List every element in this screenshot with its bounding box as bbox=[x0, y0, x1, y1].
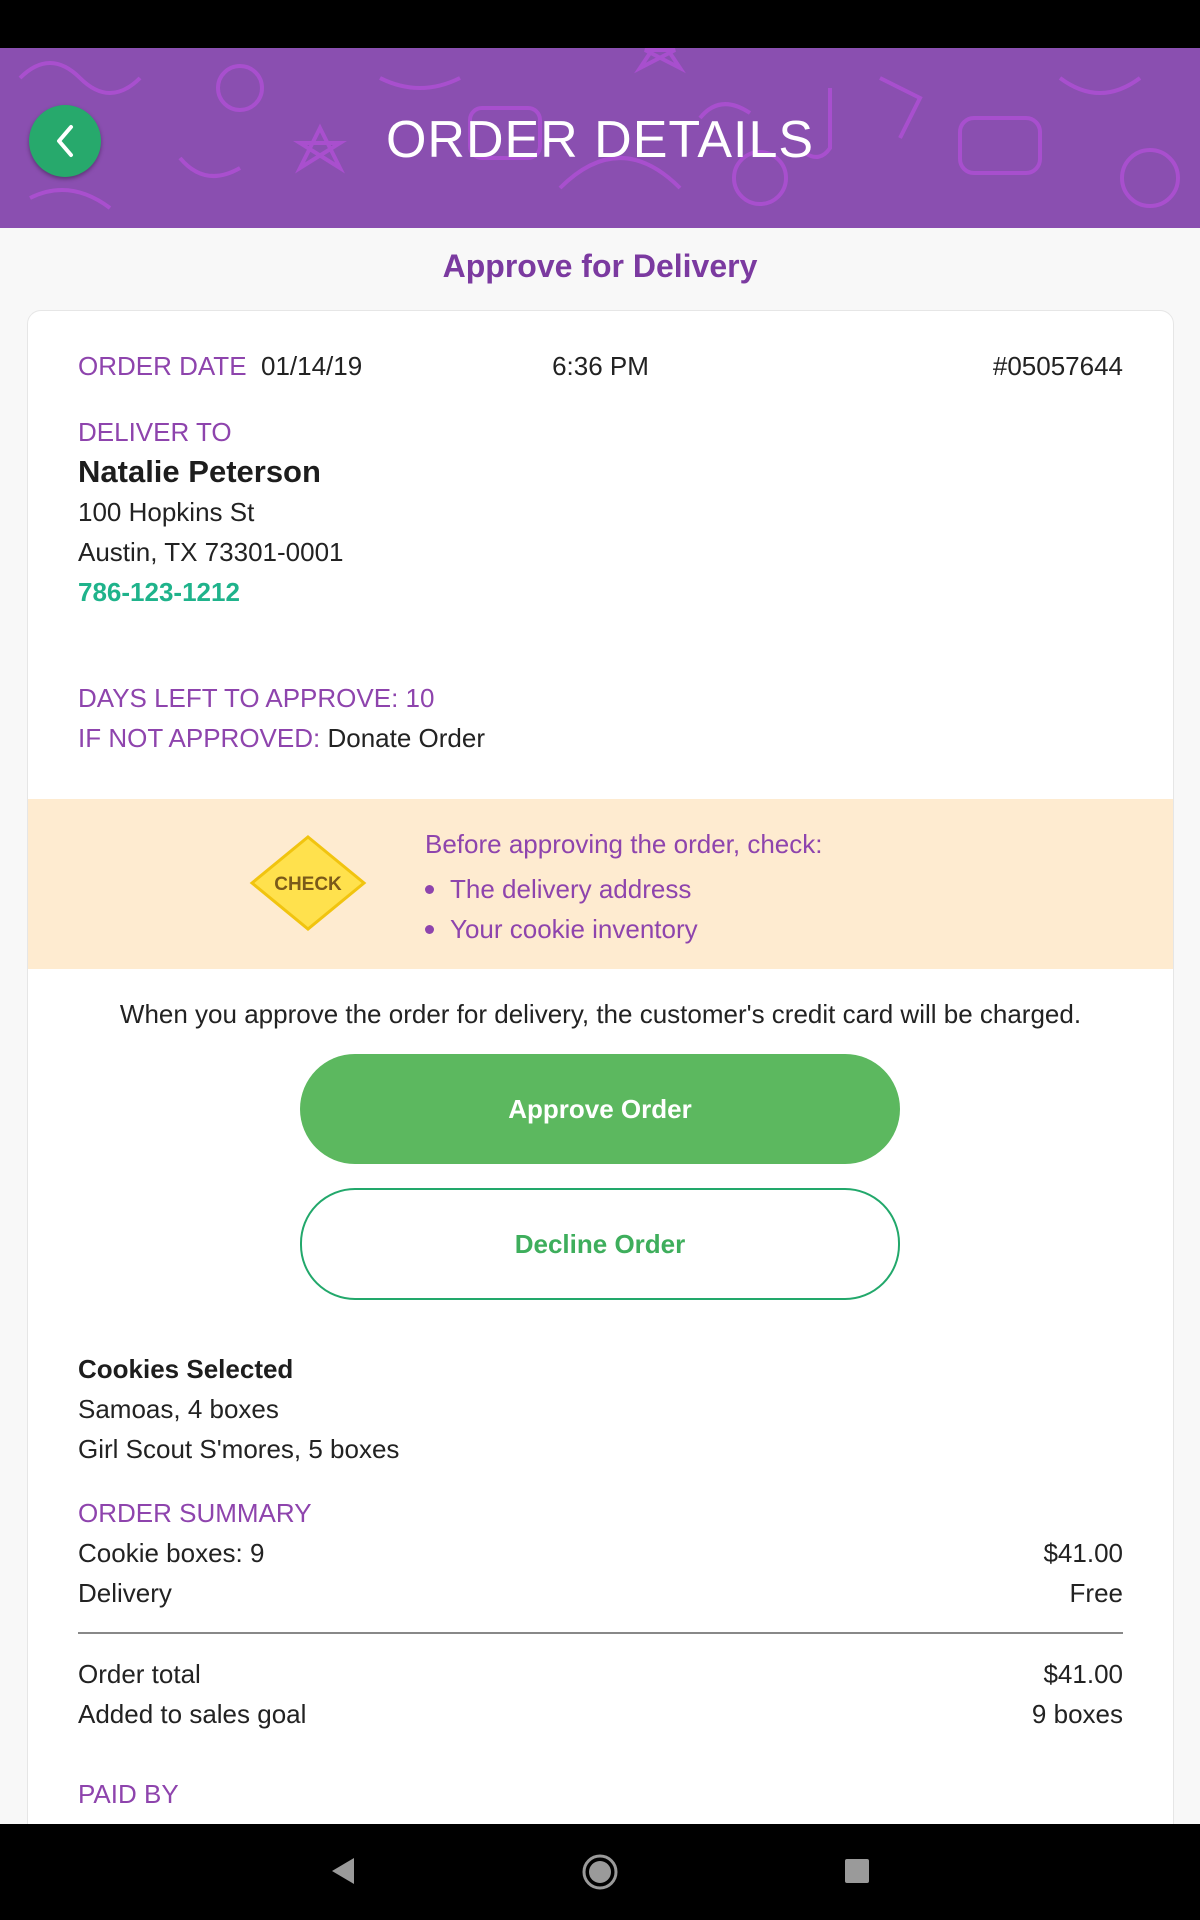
order-date-value: 01/14/19 bbox=[260, 351, 363, 381]
if-not-approved-row bbox=[78, 723, 485, 754]
summary-divider bbox=[78, 1632, 1123, 1634]
order-summary-label: ORDER SUMMARY bbox=[78, 1498, 312, 1528]
svg-text:CHECK: CHECK bbox=[274, 874, 342, 895]
phone-link[interactable]: 786-123-1212 bbox=[78, 577, 240, 607]
checklist-item: Your cookie inventory bbox=[425, 909, 698, 949]
summary-row-label: Added to sales goal bbox=[78, 1699, 307, 1729]
address-line-1: 100 Hopkins St bbox=[78, 497, 255, 527]
banner-checklist bbox=[425, 869, 698, 949]
paid-by-label: PAID BY bbox=[78, 1779, 179, 1809]
home-circle-icon[interactable] bbox=[580, 1852, 620, 1892]
section-subtitle: Approve for Delivery bbox=[442, 248, 758, 284]
deliver-to-label: DELIVER TO bbox=[78, 417, 232, 447]
summary-row-label: Delivery bbox=[78, 1578, 172, 1608]
order-number: #05057644 bbox=[992, 351, 1123, 381]
check-banner bbox=[28, 799, 1173, 969]
charge-note: When you approve the order for delivery, the customer's credit card will be charged. bbox=[119, 999, 1082, 1029]
check-sign-icon bbox=[248, 833, 368, 933]
app-header bbox=[0, 48, 1200, 228]
status-bar bbox=[0, 0, 1200, 48]
days-left-label: DAYS LEFT TO APPROVE: 10 bbox=[78, 683, 435, 713]
if-not-approved-value: Donate Order bbox=[327, 723, 486, 753]
checklist-item: The delivery address bbox=[425, 869, 698, 909]
summary-row-sales-goal bbox=[78, 1699, 1123, 1730]
summary-row-label: Cookie boxes: 9 bbox=[78, 1538, 265, 1568]
summary-row-delivery bbox=[78, 1578, 1123, 1609]
banner-heading: Before approving the order, check: bbox=[425, 829, 823, 859]
summary-row-value: 9 boxes bbox=[1031, 1699, 1123, 1729]
address-line-2: Austin, TX 73301-0001 bbox=[78, 537, 344, 567]
summary-row-value: Free bbox=[1069, 1578, 1123, 1608]
summary-row-value: $41.00 bbox=[1043, 1659, 1123, 1689]
cookies-selected-heading: Cookies Selected bbox=[78, 1354, 294, 1384]
summary-row-value: $41.00 bbox=[1043, 1538, 1123, 1568]
if-not-approved-label: IF NOT APPROVED: bbox=[78, 723, 321, 753]
recents-square-icon[interactable] bbox=[844, 1858, 870, 1884]
order-card bbox=[27, 310, 1174, 1872]
order-time: 6:36 PM bbox=[552, 351, 649, 381]
customer-name: Natalie Peterson bbox=[78, 454, 321, 489]
summary-row-boxes bbox=[78, 1538, 1123, 1569]
back-triangle-icon[interactable] bbox=[330, 1856, 356, 1886]
cookie-item: Samoas, 4 boxes bbox=[78, 1394, 279, 1424]
system-nav-bar bbox=[0, 1824, 1200, 1920]
page-title: ORDER DETAILS bbox=[385, 111, 815, 169]
cookie-item: Girl Scout S'mores, 5 boxes bbox=[78, 1434, 400, 1464]
summary-row-label: Order total bbox=[78, 1659, 201, 1689]
summary-row-total bbox=[78, 1659, 1123, 1690]
decline-order-button[interactable]: Decline Order bbox=[300, 1188, 900, 1300]
approve-order-button[interactable]: Approve Order bbox=[300, 1054, 900, 1164]
order-date-label: ORDER DATE bbox=[78, 351, 247, 381]
